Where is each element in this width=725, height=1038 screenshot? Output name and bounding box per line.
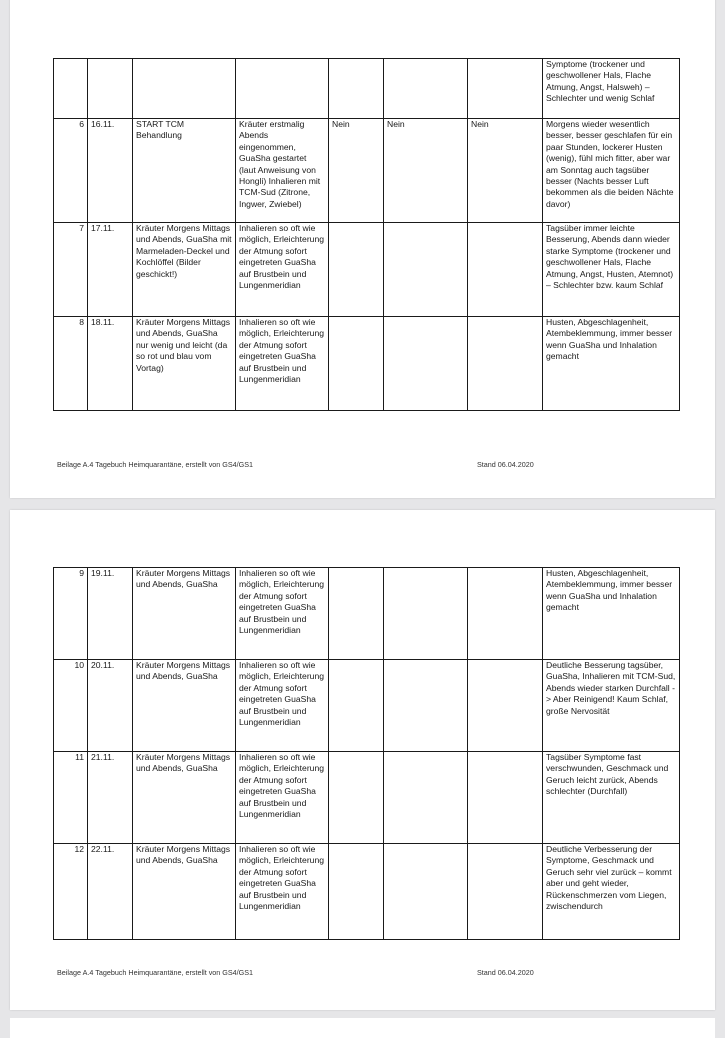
- entry-number-cell: 12: [54, 844, 88, 940]
- date-cell: 19.11.: [88, 568, 133, 660]
- treatment-cell: Kräuter Morgens Mittags und Abends, GuaSha mit Marmeladen-Deckel und Kochlöffel (Bilder geschickt!): [133, 223, 236, 317]
- date-cell: 21.11.: [88, 752, 133, 844]
- table-row: [54, 568, 680, 660]
- footer-date: Stand 06.04.2020: [477, 460, 534, 469]
- status-cell: Nein: [384, 119, 468, 223]
- notes-cell: Inhalieren so oft wie möglich, Erleichterung der Atmung sofort eingetreten GuaSha auf Brustbein und Lungenmeridian: [236, 223, 329, 317]
- document-page-3-edge: [10, 1018, 715, 1038]
- notes-cell: Inhalieren so oft wie möglich, Erleichterung der Atmung sofort eingetreten GuaSha auf Brustbein und Lungenmeridian: [236, 844, 329, 940]
- footer-note: Beilage A.4 Tagebuch Heimquarantäne, erstellt von GS4/GS1: [57, 968, 254, 977]
- status-cell: [468, 59, 543, 119]
- status-cell: Nein: [468, 119, 543, 223]
- quarantine-diary-table: [53, 567, 680, 940]
- footer-note: Beilage A.4 Tagebuch Heimquarantäne, erstellt von GS4/GS1: [57, 460, 254, 469]
- status-cell: [468, 752, 543, 844]
- status-cell: [329, 59, 384, 119]
- entry-number-cell: 10: [54, 660, 88, 752]
- footer-date: Stand 06.04.2020: [477, 968, 534, 977]
- status-cell: [329, 223, 384, 317]
- table-row: [54, 752, 680, 844]
- status-cell: [384, 59, 468, 119]
- entry-number-cell: [54, 59, 88, 119]
- notes-cell: Inhalieren so oft wie möglich, Erleichterung der Atmung sofort eingetreten GuaSha auf Brustbein und Lungenmeridian: [236, 568, 329, 660]
- date-cell: 18.11.: [88, 317, 133, 411]
- symptoms-cell: Deutliche Besserung tagsüber, GuaSha, Inhalieren mit TCM-Sud, Abends wieder starken Durchfall -> Aber Reinigend! Kaum Schlaf, große Nervosität: [543, 660, 680, 752]
- treatment-cell: Kräuter Morgens Mittags und Abends, GuaSha: [133, 660, 236, 752]
- status-cell: [384, 223, 468, 317]
- table-row: [54, 59, 680, 119]
- treatment-cell: Kräuter Morgens Mittags und Abends, GuaSha: [133, 752, 236, 844]
- treatment-cell: Kräuter Morgens Mittags und Abends, GuaSha: [133, 844, 236, 940]
- notes-cell: [236, 59, 329, 119]
- date-cell: [88, 59, 133, 119]
- table-row: [54, 317, 680, 411]
- date-cell: 16.11.: [88, 119, 133, 223]
- status-cell: [329, 317, 384, 411]
- treatment-cell: Kräuter Morgens Mittags und Abends, GuaSha nur wenig und leicht (da so rot und blau vom Vortag): [133, 317, 236, 411]
- document-page-2: [10, 510, 715, 1010]
- entry-number-cell: 11: [54, 752, 88, 844]
- symptoms-cell: Husten, Abgeschlagenheit, Atembeklemmung, immer besser wenn GuaSha und Inhalation gemacht: [543, 317, 680, 411]
- status-cell: [329, 660, 384, 752]
- status-cell: [384, 317, 468, 411]
- status-cell: [329, 568, 384, 660]
- status-cell: [384, 568, 468, 660]
- status-cell: [329, 844, 384, 940]
- status-cell: [468, 568, 543, 660]
- notes-cell: Kräuter erstmalig Abends eingenommen, GuaSha gestartet (laut Anweisung von Hongli) Inhalieren mit TCM-Sud (Zitrone, Ingwer, Zwiebel): [236, 119, 329, 223]
- status-cell: [384, 844, 468, 940]
- symptoms-cell: Husten, Abgeschlagenheit, Atembeklemmung, immer besser wenn GuaSha und Inhalation gemacht: [543, 568, 680, 660]
- symptoms-cell: Morgens wieder wesentlich besser, besser geschlafen für ein paar Stunden, lockerer Husten (wenig), fühl mich fitter, aber war am Sonntag auch tagsüber besser (Nachts besser Luft bekommen als die beiden Nächte davor): [543, 119, 680, 223]
- treatment-cell: START TCM Behandlung: [133, 119, 236, 223]
- symptoms-cell: Tagsüber immer leichte Besserung, Abends dann wieder starke Symptome (trockener und geschwollener Hals, Flache Atmung, Angst, Husten, Atemnot) – Schlechter bzw. kaum Schlaf: [543, 223, 680, 317]
- status-cell: [468, 844, 543, 940]
- status-cell: [384, 660, 468, 752]
- date-cell: 17.11.: [88, 223, 133, 317]
- table-row: [54, 844, 680, 940]
- status-cell: [384, 752, 468, 844]
- notes-cell: Inhalieren so oft wie möglich, Erleichterung der Atmung sofort eingetreten GuaSha auf Brustbein und Lungenmeridian: [236, 752, 329, 844]
- table-row: [54, 660, 680, 752]
- notes-cell: Inhalieren so oft wie möglich, Erleichterung der Atmung sofort eingetreten GuaSha auf Brustbein und Lungenmeridian: [236, 317, 329, 411]
- entry-number-cell: 9: [54, 568, 88, 660]
- treatment-cell: Kräuter Morgens Mittags und Abends, GuaSha: [133, 568, 236, 660]
- entry-number-cell: 8: [54, 317, 88, 411]
- document-page-1: [10, 0, 715, 498]
- table-row: [54, 119, 680, 223]
- date-cell: 20.11.: [88, 660, 133, 752]
- quarantine-diary-table: [53, 58, 680, 411]
- status-cell: Nein: [329, 119, 384, 223]
- status-cell: [468, 317, 543, 411]
- symptoms-cell: Symptome (trockener und geschwollener Hals, Flache Atmung, Angst, Halsweh) – Schlechter und wenig Schlaf: [543, 59, 680, 119]
- date-cell: 22.11.: [88, 844, 133, 940]
- status-cell: [329, 752, 384, 844]
- treatment-cell: [133, 59, 236, 119]
- notes-cell: Inhalieren so oft wie möglich, Erleichterung der Atmung sofort eingetreten GuaSha auf Brustbein und Lungenmeridian: [236, 660, 329, 752]
- symptoms-cell: Deutliche Verbesserung der Symptome, Geschmack und Geruch sehr viel zurück – kommt aber und geht wieder, Rückenschmerzen vom Liegen, zwischendurch: [543, 844, 680, 940]
- status-cell: [468, 223, 543, 317]
- entry-number-cell: 6: [54, 119, 88, 223]
- entry-number-cell: 7: [54, 223, 88, 317]
- status-cell: [468, 660, 543, 752]
- table-row: [54, 223, 680, 317]
- symptoms-cell: Tagsüber Symptome fast verschwunden, Geschmack und Geruch leicht zurück, Abends schlechter (Durchfall): [543, 752, 680, 844]
